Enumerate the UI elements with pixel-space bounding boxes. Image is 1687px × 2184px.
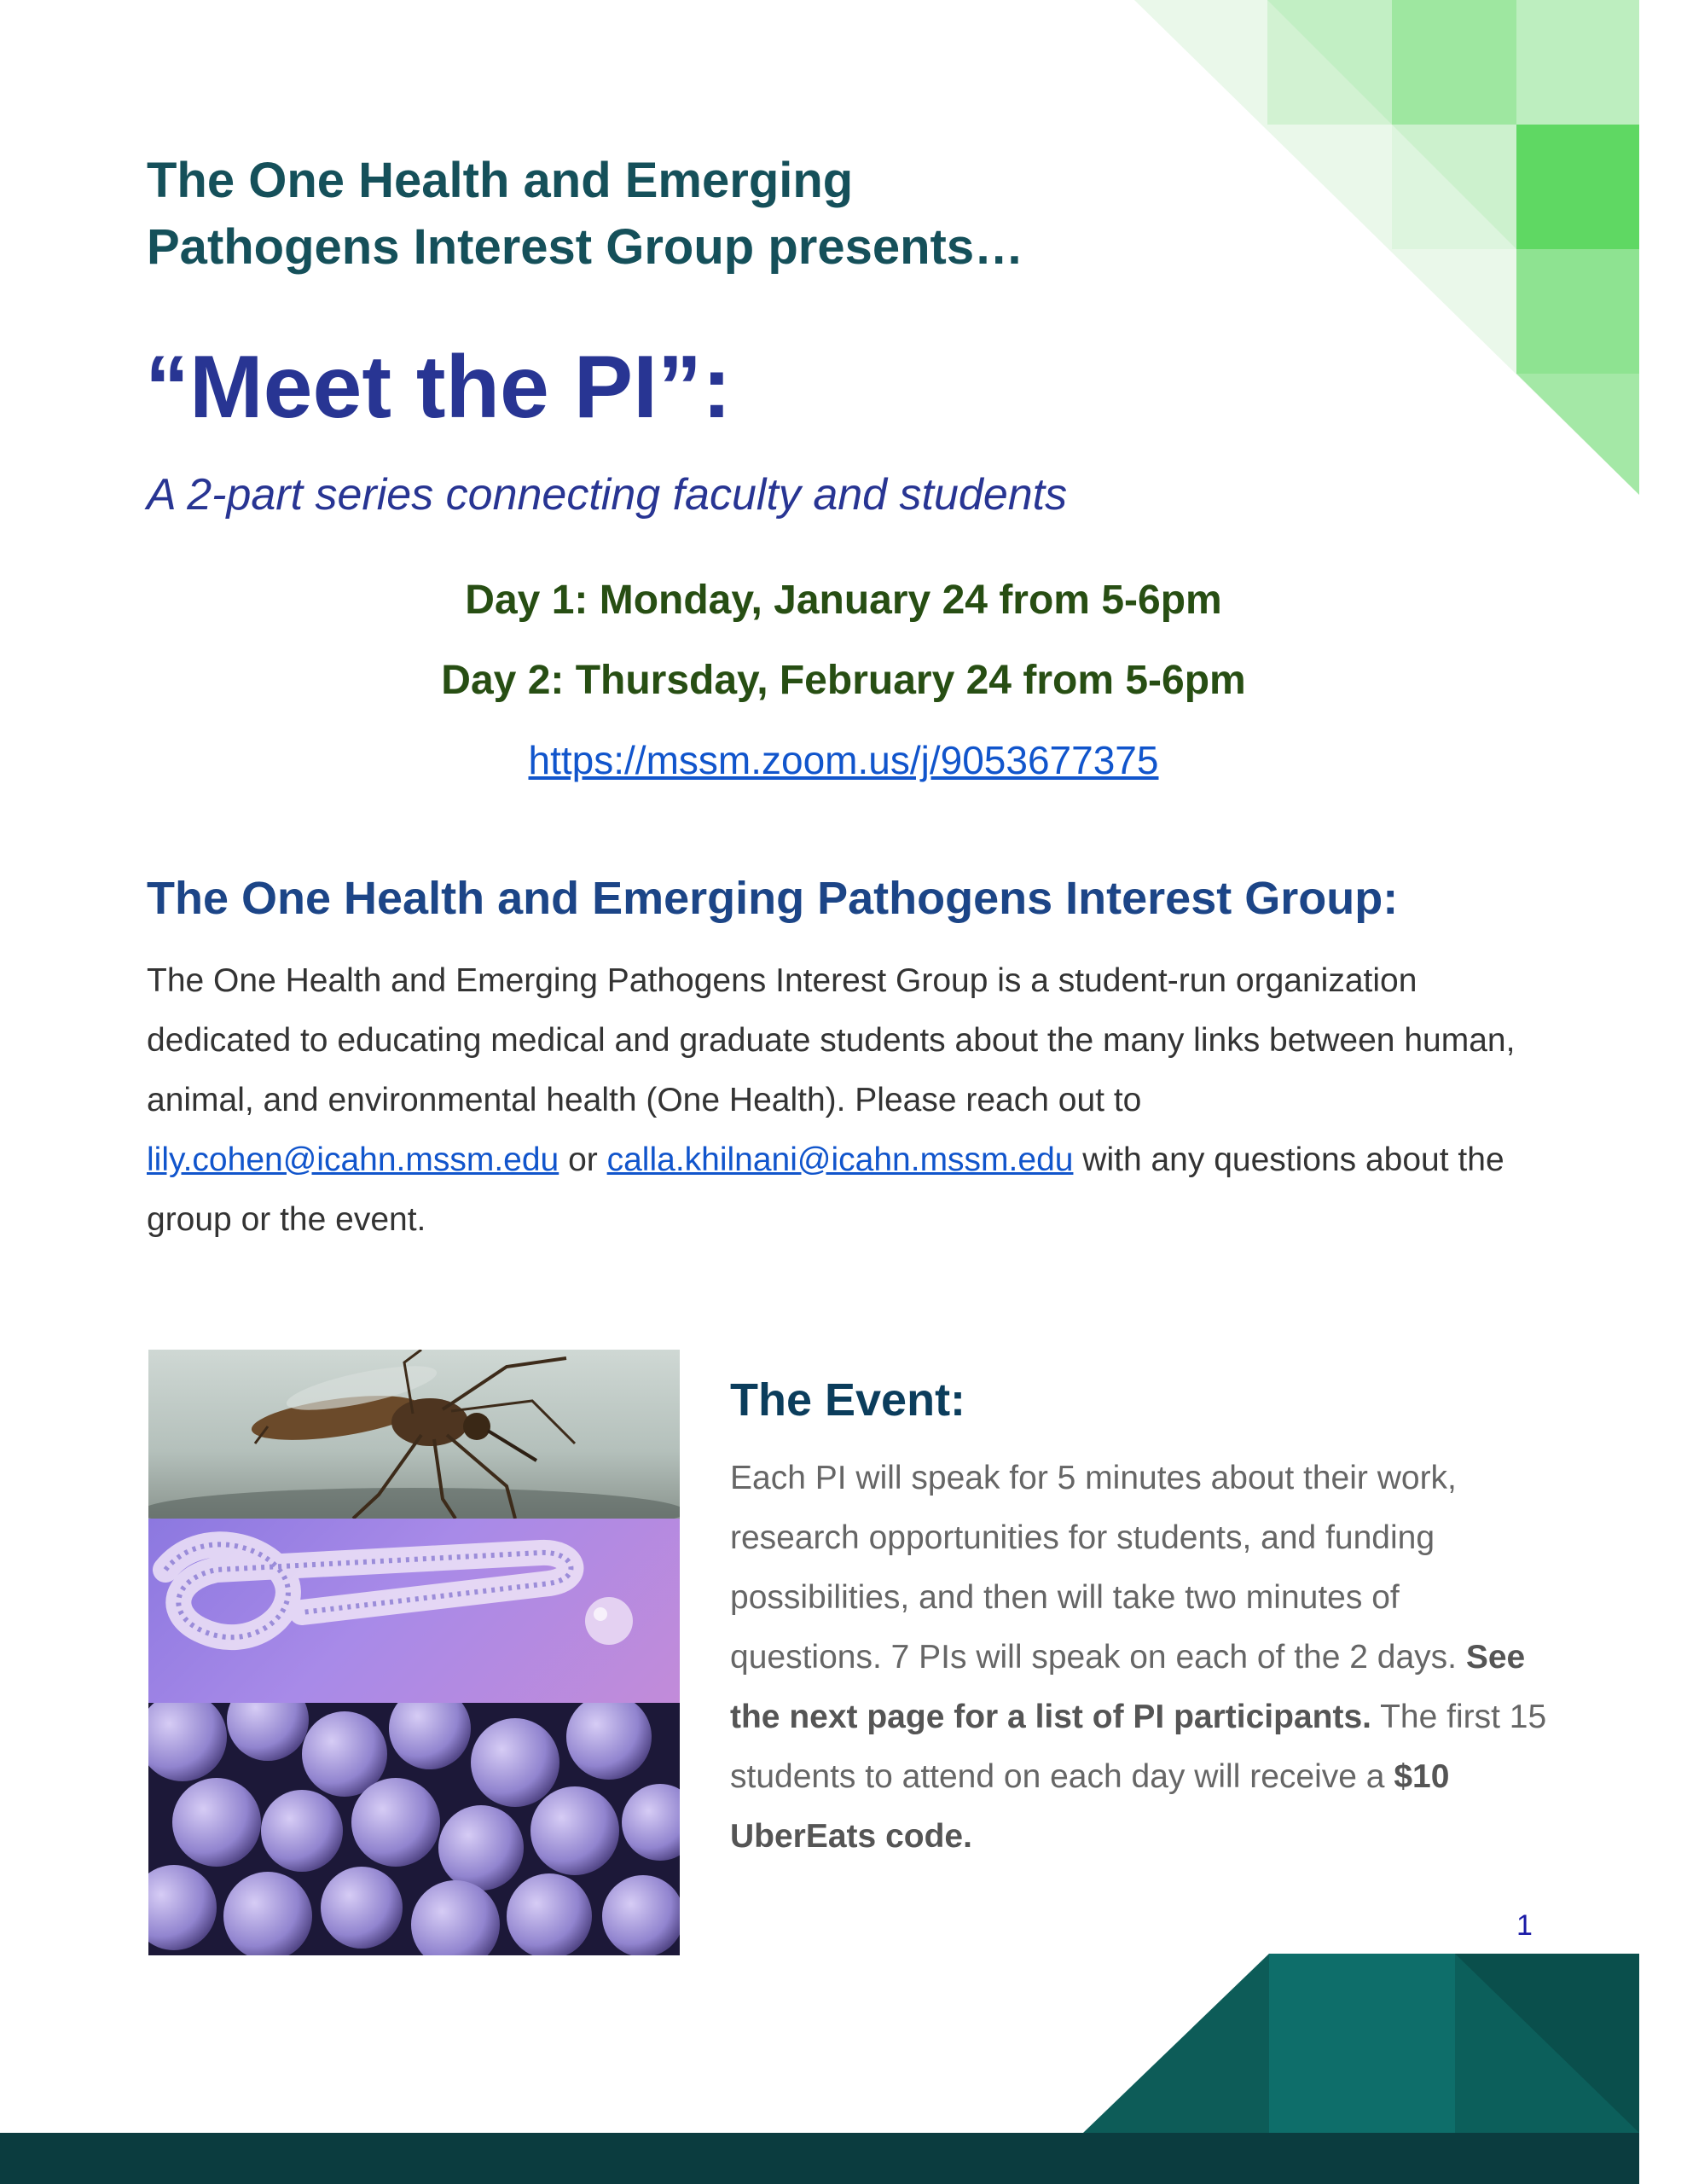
event-text: Each PI will speak for 5 minutes about their work, research opportunities for students, and funding possibilities, and then will take two minutes of questions. 7 PIs will speak on each of the 2 days.	[730, 1460, 1458, 1676]
image-collage	[148, 1350, 680, 1955]
footer-bar	[0, 2133, 1639, 2184]
email-link-calla[interactable]: calla.khilnani@icahn.mssm.edu	[606, 1141, 1074, 1178]
day-1-schedule: Day 1: Monday, January 24 from 5-6pm	[465, 578, 1222, 623]
page-title: “Meet the PI”:	[145, 338, 732, 437]
bottom-right-teal-decoration	[1083, 1954, 1639, 2133]
about-paragraph	[147, 951, 1545, 1250]
presenter-line-2: Pathogens Interest Group presents…	[147, 219, 1024, 275]
mosquito-icon	[148, 1350, 680, 1519]
zoom-meeting-link[interactable]: https://mssm.zoom.us/j/9053677375	[528, 738, 1159, 782]
day-2-schedule: Day 2: Thursday, February 24 from 5-6pm	[441, 658, 1246, 703]
top-right-green-decoration	[1134, 0, 1639, 495]
event-text-2: The first 15 students to attend on each day will receive a	[730, 1699, 1547, 1795]
about-text: The One Health and Emerging Pathogens Interest Group is a student-run organization dedicated to educating medical and graduate students about the many links between human, animal, and environmental health (One Health). Please reach out to	[147, 962, 1516, 1118]
or-text: or	[568, 1141, 598, 1178]
ubereats-reward: $10 UberEats code.	[730, 1758, 1450, 1855]
event-paragraph	[730, 1449, 1549, 1867]
bacteria-cluster-micrograph	[148, 1703, 680, 1955]
page-subtitle: A 2-part series connecting faculty and students	[147, 470, 1068, 520]
teal-shapes	[1083, 1954, 1639, 2133]
mosquito-photo	[148, 1350, 680, 1519]
bacteria-cells-icon	[148, 1703, 680, 1955]
virus-filament-icon	[148, 1519, 680, 1703]
email-link-lily[interactable]: lily.cohen@icahn.mssm.edu	[147, 1141, 559, 1178]
presenter-line-1: The One Health and Emerging	[147, 153, 854, 208]
about-heading: The One Health and Emerging Pathogens Interest Group:	[147, 873, 1399, 924]
event-bold-note: See the next page for a list of PI participants.	[730, 1639, 1526, 1735]
zoom-link-row	[0, 737, 1687, 783]
page-number: 1	[1516, 1909, 1533, 1942]
event-heading: The Event:	[730, 1374, 966, 1426]
green-triangle-overlay	[1134, 0, 1639, 495]
about-text-end: with any questions about the group or the event.	[147, 1141, 1504, 1238]
ebola-virus-micrograph	[148, 1519, 680, 1703]
